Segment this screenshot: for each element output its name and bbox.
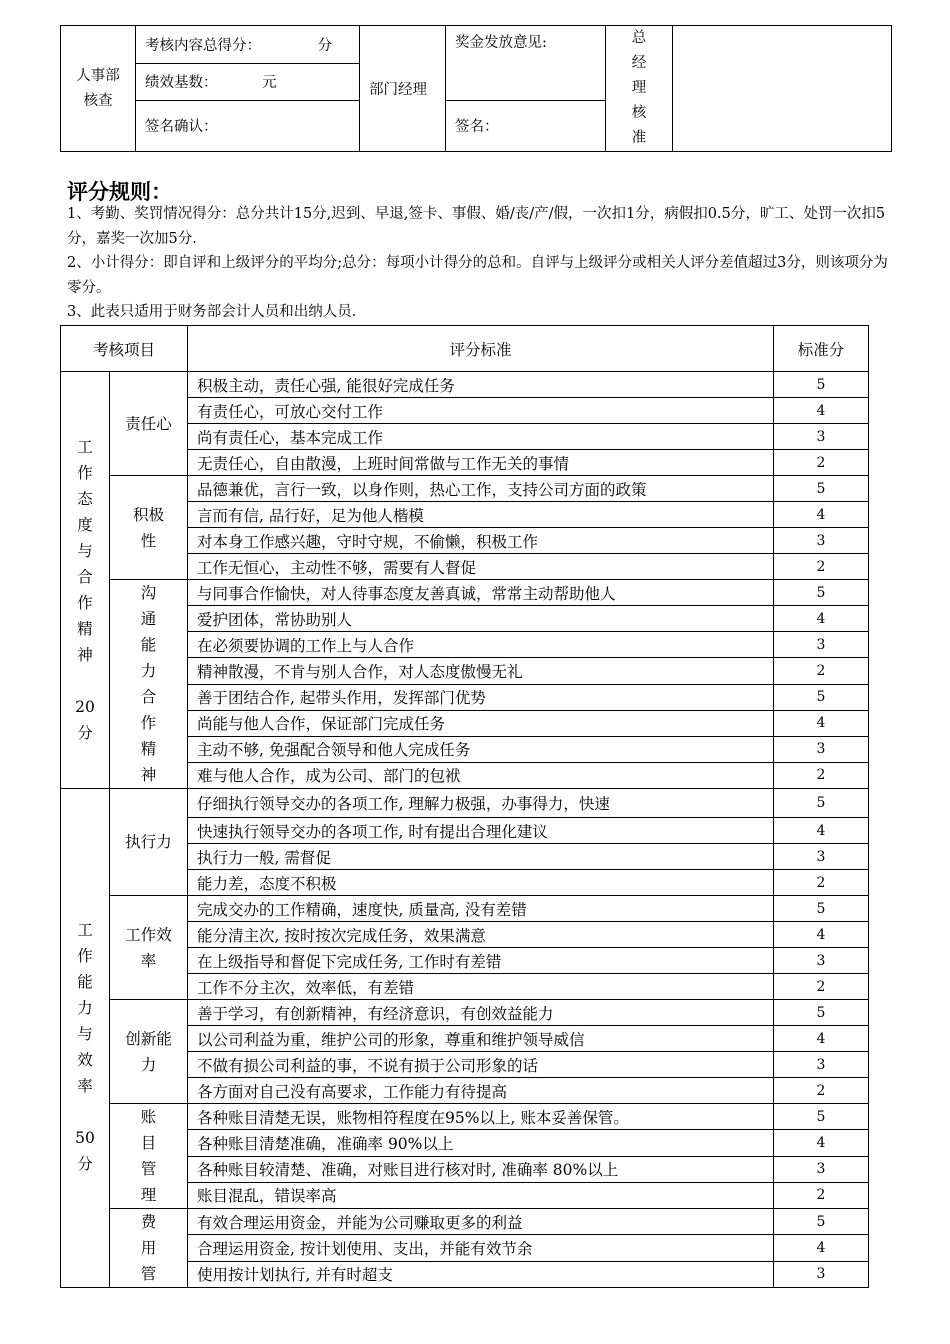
standard-score: 3	[774, 736, 869, 762]
standard-score: 4	[774, 398, 869, 424]
standard-text: 执行力一般, 需督促	[188, 844, 774, 870]
group-cell	[110, 1104, 188, 1209]
standard-text: 有效合理运用资金，并能为公司赚取更多的利益	[188, 1209, 774, 1235]
standard-text: 各种账目较清楚、准确，对账目进行核对时, 准确率 80%以上	[188, 1156, 774, 1182]
standard-score: 4	[774, 922, 869, 948]
gm-approve-label: 总经理核准	[631, 30, 647, 146]
sign-cell	[446, 100, 606, 151]
group-name: 执行力	[125, 833, 172, 851]
standard-text: 各种账目清楚无误，账物相符程度在95%以上, 账本妥善保管。	[188, 1104, 774, 1130]
standard-score: 5	[774, 789, 869, 818]
table-row	[61, 896, 869, 922]
perf-base-label: 绩效基数：	[145, 75, 218, 92]
standard-text: 尚有责任心，基本完成工作	[188, 424, 774, 450]
standard-score: 5	[774, 684, 869, 710]
group-name: 账目管理	[140, 1108, 157, 1204]
rule-item-2: 2、小计得分：即自评和上级评分的平均分;总分：每项小计得分的总和。自评与上级评分或相关人评分差值超过3分，则该项分为零分。	[67, 255, 888, 296]
standard-score: 3	[774, 424, 869, 450]
standard-score: 2	[774, 870, 869, 896]
group-name: 责任心	[125, 414, 172, 433]
standard-score: 4	[774, 818, 869, 844]
standard-text: 合理运用资金, 按计划使用、支出，并能有效节余	[188, 1235, 774, 1261]
sign-confirm-label: 签名确认：	[145, 119, 218, 136]
table-row	[61, 372, 869, 398]
standard-text: 使用按计划执行, 并有时超支	[188, 1261, 774, 1287]
approval-table	[60, 25, 892, 152]
standard-text: 各方面对自己没有高要求，工作能力有待提高	[188, 1078, 774, 1104]
dept-manager-label: 部门经理	[369, 82, 427, 98]
standard-score: 4	[774, 1235, 869, 1261]
standard-text: 尚能与他人合作，保证部门完成任务	[188, 710, 774, 736]
header-item: 考核项目	[61, 326, 188, 372]
standard-score: 4	[774, 1026, 869, 1052]
standard-score: 5	[774, 1000, 869, 1026]
header-standard: 评分标准	[188, 326, 774, 372]
standard-score: 4	[774, 710, 869, 736]
standard-text: 工作无恒心，主动性不够，需要有人督促	[188, 554, 774, 580]
total-score-unit: 分	[317, 37, 333, 54]
bonus-opinion-cell	[446, 26, 606, 101]
table-row	[61, 1000, 869, 1026]
section-points: 20分	[75, 698, 95, 742]
standard-score: 2	[774, 450, 869, 476]
standard-score: 3	[774, 1156, 869, 1182]
group-cell	[110, 580, 188, 789]
header-score: 标准分	[774, 326, 869, 372]
total-score-label: 考核内容总得分：	[145, 37, 261, 54]
standard-score: 3	[774, 632, 869, 658]
standard-text: 以公司利益为重，维护公司的形象，尊重和维护领导威信	[188, 1026, 774, 1052]
standard-score: 5	[774, 580, 869, 606]
standard-score: 3	[774, 844, 869, 870]
standard-text: 对本身工作感兴趣，守时守规，不偷懒，积极工作	[188, 528, 774, 554]
standard-score: 3	[774, 1261, 869, 1287]
standard-score: 3	[774, 1052, 869, 1078]
standard-score: 4	[774, 606, 869, 632]
standard-score: 5	[774, 1209, 869, 1235]
standard-score: 5	[774, 372, 869, 398]
hr-check-label: 人事部核查	[76, 67, 120, 109]
bonus-opinion-label: 奖金发放意见:	[455, 35, 547, 51]
score-table-header	[61, 326, 869, 372]
standard-text: 各种账目清楚准确，准确率 90%以上	[188, 1130, 774, 1156]
gm-signature-cell	[673, 26, 892, 152]
group-name: 费用管	[140, 1213, 157, 1283]
standard-score: 2	[774, 762, 869, 788]
standard-text: 精神散漫，不肯与别人合作，对人态度傲慢无礼	[188, 658, 774, 684]
section-name: 工作态度与合作精神	[77, 438, 93, 664]
group-cell	[110, 1209, 188, 1288]
standard-text: 不做有损公司利益的事，不说有损于公司形象的话	[188, 1052, 774, 1078]
standard-text: 在必须要协调的工作上与人合作	[188, 632, 774, 658]
standard-text: 难与他人合作，成为公司、部门的包袱	[188, 762, 774, 788]
standard-text: 善于学习，有创新精神，有经济意识，有创效益能力	[188, 1000, 774, 1026]
standard-score: 3	[774, 528, 869, 554]
gm-approve-cell	[606, 26, 673, 152]
table-row	[61, 476, 869, 502]
standard-text: 品德兼优，言行一致，以身作则，热心工作，支持公司方面的政策	[188, 476, 774, 502]
table-row	[61, 789, 869, 818]
standard-score: 5	[774, 476, 869, 502]
standard-score: 2	[774, 1078, 869, 1104]
standard-text: 账目混乱，错误率高	[188, 1182, 774, 1208]
perf-base-cell	[136, 63, 360, 100]
group-name: 沟通能力合作精神	[140, 584, 157, 784]
standard-text: 爱护团体，常协助别人	[188, 606, 774, 632]
group-cell	[110, 789, 188, 896]
dept-manager-cell	[360, 26, 446, 152]
standard-score: 5	[774, 896, 869, 922]
standard-score: 2	[774, 1182, 869, 1208]
standard-text: 主动不够, 免强配合领导和他人完成任务	[188, 736, 774, 762]
standard-text: 与同事合作愉快，对人待事态度友善真诚，常常主动帮助他人	[188, 580, 774, 606]
rule-item-3: 3、此表只适用于财务部会计人员和出纳人员.	[67, 304, 357, 320]
section-name: 工作能力与效率	[77, 921, 93, 1095]
section-cell	[61, 372, 110, 789]
rules-title: 评分规则：	[67, 179, 172, 204]
section-points: 50分	[75, 1129, 95, 1173]
standard-text: 在上级指导和督促下完成任务, 工作时有差错	[188, 948, 774, 974]
standard-text: 仔细执行领导交办的各项工作, 理解力极强，办事得力，快速	[188, 789, 774, 818]
standard-text: 工作不分主次，效率低，有差错	[188, 974, 774, 1000]
standard-text: 完成交办的工作精确，速度快, 质量高, 没有差错	[188, 896, 774, 922]
score-table	[60, 325, 869, 1288]
sign-confirm-cell	[136, 100, 360, 151]
group-cell	[110, 476, 188, 580]
section-cell	[61, 789, 110, 1288]
table-row	[61, 1104, 869, 1130]
standard-text: 言而有信, 品行好，足为他人楷模	[188, 502, 774, 528]
standard-text: 积极主动，责任心强, 能很好完成任务	[188, 372, 774, 398]
table-row	[61, 580, 869, 606]
hr-check-cell	[61, 26, 136, 152]
group-cell	[110, 372, 188, 476]
standard-text: 善于团结合作, 起带头作用，发挥部门优势	[188, 684, 774, 710]
standard-text: 有责任心，可放心交付工作	[188, 398, 774, 424]
standard-score: 2	[774, 658, 869, 684]
standard-text: 无责任心，自由散漫，上班时间常做与工作无关的事情	[188, 450, 774, 476]
sign-label: 签名：	[455, 119, 499, 136]
group-name: 积极性	[133, 505, 165, 550]
group-cell	[110, 1000, 188, 1104]
standard-score: 3	[774, 948, 869, 974]
standard-text: 快速执行领导交办的各项工作, 时有提出合理化建议	[188, 818, 774, 844]
standard-text: 能力差，态度不积极	[188, 870, 774, 896]
standard-score: 5	[774, 1104, 869, 1130]
standard-text: 能分清主次, 按时按次完成任务，效果满意	[188, 922, 774, 948]
perf-base-unit: 元	[262, 75, 277, 92]
total-score-cell	[136, 26, 360, 64]
standard-score: 2	[774, 974, 869, 1000]
standard-score: 2	[774, 554, 869, 580]
standard-score: 4	[774, 502, 869, 528]
group-name: 工作效率	[125, 925, 172, 970]
group-name: 创新能力	[125, 1029, 172, 1074]
standard-score: 4	[774, 1130, 869, 1156]
rule-item-1: 1、考勤、奖罚情况得分：总分共计15分,迟到、早退,签卡、事假、婚/丧/产/假，一次扣1分，病假扣0.5分，旷工、处罚一次扣5分，嘉奖一次加5分.	[67, 206, 886, 247]
table-row	[61, 1209, 869, 1235]
group-cell	[110, 896, 188, 1000]
